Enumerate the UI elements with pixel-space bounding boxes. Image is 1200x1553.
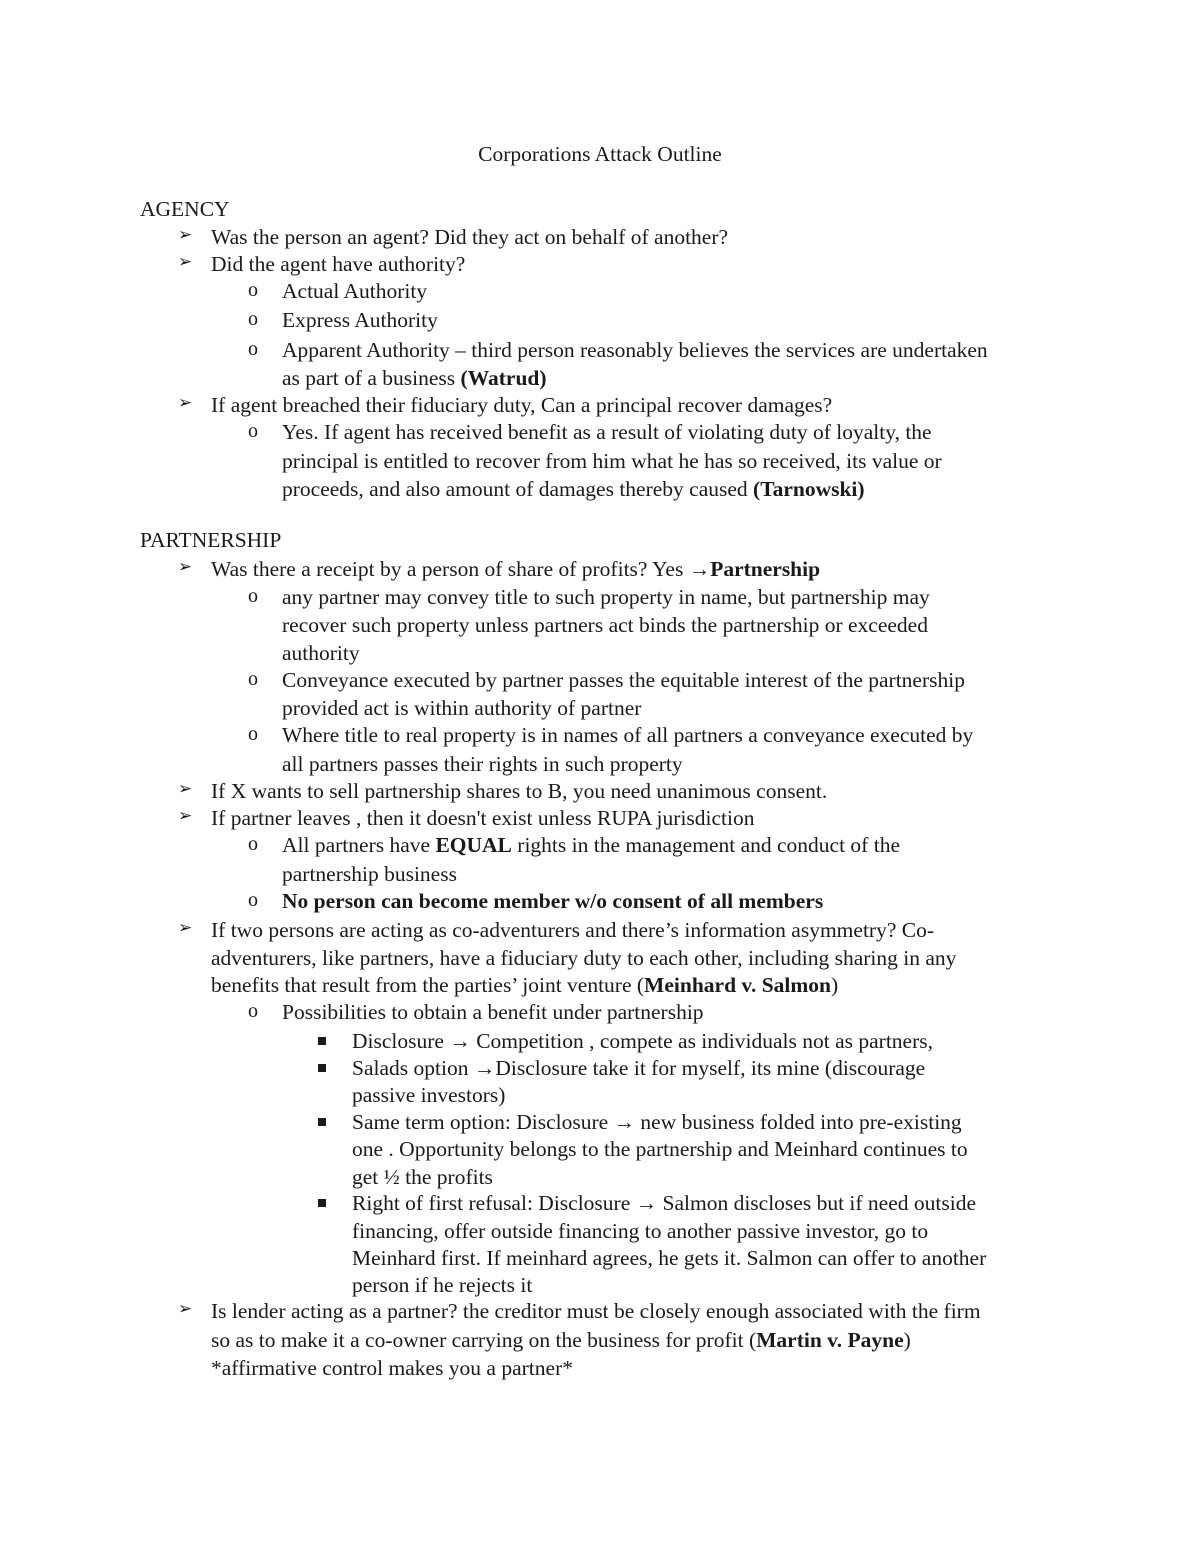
list-item-continuation: benefits that result from the parties’ joint venture (Meinhard v. Salmon) <box>211 973 839 997</box>
list-item-continuation: authority <box>282 641 360 665</box>
arrowhead-bullet-icon: ➢ <box>178 557 193 576</box>
list-item: If X wants to sell partnership shares to B, you need unanimous consent. <box>211 779 828 803</box>
list-item: If partner leaves , then it doesn't exist unless RUPA jurisdiction <box>211 806 755 830</box>
circle-bullet-icon: o <box>248 279 258 301</box>
list-item: Was the person an agent? Did they act on behalf of another? <box>211 225 729 249</box>
list-item: If two persons are acting as co-adventurers and there’s information asymmetry? Co- <box>211 918 934 942</box>
circle-bullet-icon: o <box>248 585 258 607</box>
list-item: Apparent Authority – third person reasonably believes the services are undertaken <box>282 338 988 362</box>
arrowhead-bullet-icon: ➢ <box>178 806 193 825</box>
list-item: No person can become member w/o consent of all members <box>282 889 824 913</box>
circle-bullet-icon: o <box>248 338 258 360</box>
list-item-continuation: as part of a business (Watrud) <box>282 366 547 390</box>
list-item-continuation: provided act is within authority of partner <box>282 696 642 720</box>
list-item: Yes. If agent has received benefit as a result of violating duty of loyalty, the <box>282 420 932 444</box>
square-bullet-icon <box>318 1064 326 1072</box>
list-item-continuation: adventurers, like partners, have a fiduciary duty to each other, including sharing in any <box>211 946 957 970</box>
list-item: Salads option →Disclosure take it for myself, its mine (discourage <box>352 1056 926 1080</box>
list-item-continuation: *affirmative control makes you a partner* <box>211 1356 573 1380</box>
arrowhead-bullet-icon: ➢ <box>178 393 193 412</box>
list-item: any partner may convey title to such property in name, but partnership may <box>282 585 930 609</box>
list-item-continuation: get ½ the profits <box>352 1165 493 1189</box>
list-item-continuation: one . Opportunity belongs to the partnership and Meinhard continues to <box>352 1137 968 1161</box>
circle-bullet-icon: o <box>248 723 258 745</box>
list-item: Actual Authority <box>282 279 428 303</box>
list-item-continuation: passive investors) <box>352 1083 506 1107</box>
circle-bullet-icon: o <box>248 833 258 855</box>
list-item-continuation: person if he rejects it <box>352 1273 533 1297</box>
list-item: Where title to real property is in names of all partners a conveyance executed by <box>282 723 974 747</box>
list-item: Conveyance executed by partner passes the equitable interest of the partnership <box>282 668 965 692</box>
list-item: Express Authority <box>282 308 438 332</box>
list-item: Was there a receipt by a person of share of profits? Yes →Partnership <box>211 557 821 581</box>
list-item: Right of first refusal: Disclosure → Salmon discloses but if need outside <box>352 1191 977 1215</box>
case-citation: (Watrud) <box>460 366 547 390</box>
list-item-continuation: financing, offer outside financing to another passive investor, go to <box>352 1219 929 1243</box>
case-citation: Martin v. Payne <box>756 1328 904 1352</box>
section-heading-agency: AGENCY <box>140 197 230 221</box>
square-bullet-icon <box>318 1118 326 1126</box>
list-item: Is lender acting as a partner? the creditor must be closely enough associated with the firm <box>211 1299 981 1323</box>
arrowhead-bullet-icon: ➢ <box>178 779 193 798</box>
list-item-continuation: recover such property unless partners act binds the partnership or exceeded <box>282 613 928 637</box>
arrowhead-bullet-icon: ➢ <box>178 252 193 271</box>
list-item-continuation: partnership business <box>282 862 457 886</box>
circle-bullet-icon: o <box>248 420 258 442</box>
circle-bullet-icon: o <box>248 668 258 690</box>
list-item-continuation: all partners passes their rights in such property <box>282 752 683 776</box>
section-heading-partnership: PARTNERSHIP <box>140 528 282 552</box>
emphasis: EQUAL <box>435 833 512 857</box>
case-citation: Meinhard v. Salmon <box>644 973 832 997</box>
list-item-continuation: proceeds, and also amount of damages thereby caused (Tarnowski) <box>282 477 865 501</box>
square-bullet-icon <box>318 1199 326 1207</box>
square-bullet-icon <box>318 1037 326 1045</box>
list-item-continuation: principal is entitled to recover from him what he has so received, its value or <box>282 449 942 473</box>
list-item-continuation: Meinhard first. If meinhard agrees, he gets it. Salmon can offer to another <box>352 1246 987 1270</box>
circle-bullet-icon: o <box>248 1000 258 1022</box>
arrowhead-bullet-icon: ➢ <box>178 918 193 937</box>
list-item: Same term option: Disclosure → new business folded into pre-existing <box>352 1110 962 1134</box>
list-item: Disclosure → Competition , compete as individuals not as partners, <box>352 1029 933 1053</box>
page-title: Corporations Attack Outline <box>478 142 722 166</box>
arrowhead-bullet-icon: ➢ <box>178 1299 193 1318</box>
list-item: Possibilities to obtain a benefit under partnership <box>282 1000 704 1024</box>
circle-bullet-icon: o <box>248 889 258 911</box>
list-item: All partners have EQUAL rights in the management and conduct of the <box>282 833 900 857</box>
list-item-continuation: so as to make it a co-owner carrying on the business for profit (Martin v. Payne) <box>211 1328 911 1352</box>
emphasis: →Partnership <box>688 557 821 581</box>
list-item: Did the agent have authority? <box>211 252 466 276</box>
arrowhead-bullet-icon: ➢ <box>178 225 193 244</box>
case-citation: (Tarnowski) <box>753 477 865 501</box>
list-item: If agent breached their fiduciary duty, Can a principal recover damages? <box>211 393 833 417</box>
circle-bullet-icon: o <box>248 308 258 330</box>
